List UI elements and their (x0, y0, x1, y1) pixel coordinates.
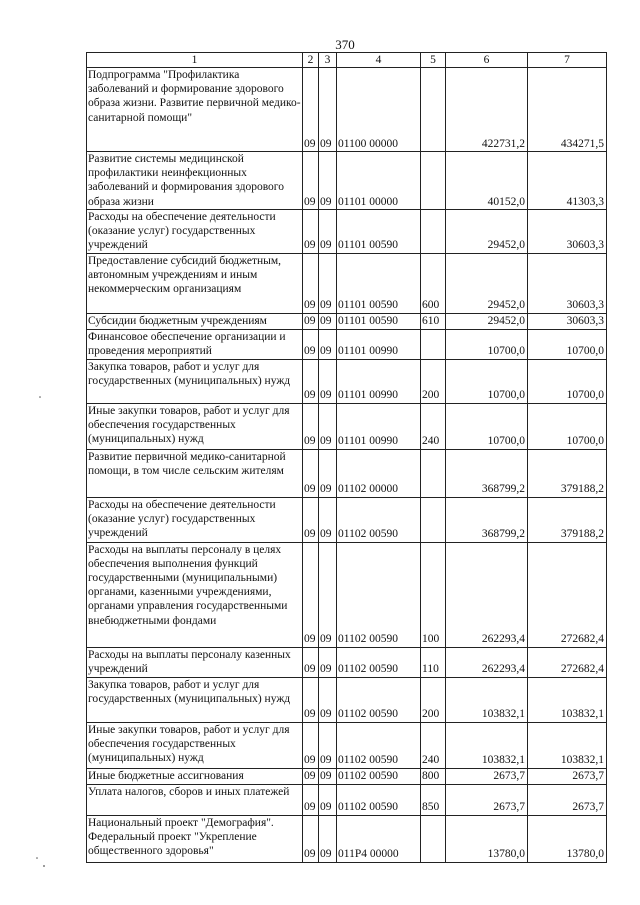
amount-year-1: 103832,1 (446, 722, 528, 768)
subsection-code: 09 (319, 329, 337, 359)
row-label: Закупка товаров, работ и услуг для государственных (муниципальных) нужд (87, 359, 303, 403)
row-label: Развитие системы медицинской профилактики неинфекционных заболеваний и формирования здорового образа жизни (87, 152, 303, 210)
amount-year-2: 30603,3 (528, 253, 607, 313)
amount-year-1: 368799,2 (446, 449, 528, 497)
amount-year-1: 29452,0 (446, 253, 528, 313)
row-label: Субсидии бюджетным учреждениям (87, 313, 303, 329)
expense-type-code: 240 (421, 403, 446, 449)
section-code: 09 (303, 784, 319, 815)
amount-year-2: 103832,1 (528, 677, 607, 722)
amount-year-1: 262293,4 (446, 542, 528, 647)
expense-type-code: 200 (421, 359, 446, 403)
row-label: Иные закупки товаров, работ и услуг для обеспечения государственных (муниципальных) нужд (87, 403, 303, 449)
page-number: 370 (335, 37, 355, 52)
expense-type-code: 240 (421, 722, 446, 768)
target-article-code: 01102 00590 (337, 542, 421, 647)
target-article-code: 01102 00590 (337, 722, 421, 768)
column-header: 2 (303, 53, 319, 68)
expense-type-code: 610 (421, 313, 446, 329)
target-article-code: 01101 00590 (337, 210, 421, 254)
section-code: 09 (303, 313, 319, 329)
section-code: 09 (303, 329, 319, 359)
row-label: Расходы на обеспечение деятельности (оказание услуг) государственных учреждений (87, 210, 303, 254)
amount-year-1: 368799,2 (446, 497, 528, 542)
row-label: Национальный проект "Демография". Федеральный проект "Укрепление общественного здоровья" (87, 815, 303, 862)
subsection-code: 09 (319, 677, 337, 722)
row-label: Иные закупки товаров, работ и услуг для обеспечения государственных (муниципальных) нужд (87, 722, 303, 768)
subsection-code: 09 (319, 542, 337, 647)
target-article-code: 01101 00590 (337, 313, 421, 329)
section-code: 09 (303, 253, 319, 313)
section-code: 09 (303, 68, 319, 152)
section-code: 09 (303, 768, 319, 784)
amount-year-2: 379188,2 (528, 497, 607, 542)
expense-type-code: 800 (421, 768, 446, 784)
subsection-code: 09 (319, 784, 337, 815)
subsection-code: 09 (319, 403, 337, 449)
amount-year-2: 272682,4 (528, 542, 607, 647)
amount-year-2: 2673,7 (528, 784, 607, 815)
target-article-code: 01101 00590 (337, 253, 421, 313)
amount-year-2: 379188,2 (528, 449, 607, 497)
amount-year-2: 13780,0 (528, 815, 607, 862)
target-article-code: 01102 00590 (337, 497, 421, 542)
amount-year-1: 29452,0 (446, 210, 528, 254)
row-label: Развитие первичной медико-санитарной помощи, в том числе сельским жителям (87, 449, 303, 497)
target-article-code: 01102 00590 (337, 784, 421, 815)
amount-year-1: 262293,4 (446, 647, 528, 677)
subsection-code: 09 (319, 210, 337, 254)
row-label: Уплата налогов, сборов и иных платежей (87, 784, 303, 815)
row-label: Закупка товаров, работ и услуг для государственных (муниципальных) нужд (87, 677, 303, 722)
target-article-code: 011P4 00000 (337, 815, 421, 862)
amount-year-1: 2673,7 (446, 768, 528, 784)
section-code: 09 (303, 210, 319, 254)
amount-year-1: 29452,0 (446, 313, 528, 329)
column-header: 6 (446, 53, 528, 68)
row-label: Иные бюджетные ассигнования (87, 768, 303, 784)
target-article-code: 01102 00590 (337, 677, 421, 722)
target-article-code: 01100 00000 (337, 68, 421, 152)
column-header: 7 (528, 53, 607, 68)
amount-year-2: 10700,0 (528, 359, 607, 403)
amount-year-1: 40152,0 (446, 152, 528, 210)
amount-year-2: 41303,3 (528, 152, 607, 210)
target-article-code: 01102 00000 (337, 449, 421, 497)
expense-type-code: 100 (421, 542, 446, 647)
amount-year-2: 2673,7 (528, 768, 607, 784)
subsection-code: 09 (319, 497, 337, 542)
amount-year-2: 103832,1 (528, 722, 607, 768)
section-code: 09 (303, 542, 319, 647)
expense-type-code: 850 (421, 784, 446, 815)
column-header: 5 (421, 53, 446, 68)
section-code: 09 (303, 815, 319, 862)
subsection-code: 09 (319, 359, 337, 403)
amount-year-1: 422731,2 (446, 68, 528, 152)
target-article-code: 01102 00590 (337, 647, 421, 677)
expense-type-code: 110 (421, 647, 446, 677)
amount-year-2: 10700,0 (528, 403, 607, 449)
amount-year-1: 10700,0 (446, 329, 528, 359)
subsection-code: 09 (319, 647, 337, 677)
row-label: Расходы на обеспечение деятельности (оказание услуг) государственных учреждений (87, 497, 303, 542)
target-article-code: 01101 00990 (337, 403, 421, 449)
section-code: 09 (303, 722, 319, 768)
expense-type-code: 200 (421, 677, 446, 722)
amount-year-2: 272682,4 (528, 647, 607, 677)
target-article-code: 01101 00990 (337, 359, 421, 403)
section-code: 09 (303, 449, 319, 497)
section-code: 09 (303, 677, 319, 722)
target-article-code: 01101 00990 (337, 329, 421, 359)
row-label: Подпрограмма "Профилактика заболеваний и формирование здорового образа жизни. Развитие первичной медико-санитарной помощи" (87, 68, 303, 152)
amount-year-2: 10700,0 (528, 329, 607, 359)
subsection-code: 09 (319, 68, 337, 152)
target-article-code: 01101 00000 (337, 152, 421, 210)
section-code: 09 (303, 497, 319, 542)
amount-year-1: 13780,0 (446, 815, 528, 862)
amount-year-2: 30603,3 (528, 210, 607, 254)
subsection-code: 09 (319, 152, 337, 210)
amount-year-1: 103832,1 (446, 677, 528, 722)
subsection-code: 09 (319, 253, 337, 313)
amount-year-1: 10700,0 (446, 359, 528, 403)
subsection-code: 09 (319, 449, 337, 497)
amount-year-1: 2673,7 (446, 784, 528, 815)
section-code: 09 (303, 359, 319, 403)
subsection-code: 09 (319, 768, 337, 784)
subsection-code: 09 (319, 722, 337, 768)
amount-year-2: 30603,3 (528, 313, 607, 329)
expense-type-code: 600 (421, 253, 446, 313)
section-code: 09 (303, 647, 319, 677)
row-label: Финансовое обеспечение организации и проведения мероприятий (87, 329, 303, 359)
row-label: Расходы на выплаты персоналу казенных учреждений (87, 647, 303, 677)
target-article-code: 01102 00590 (337, 768, 421, 784)
amount-year-1: 10700,0 (446, 403, 528, 449)
row-label: Расходы на выплаты персоналу в целях обеспечения выполнения функций государственными (муниципальными) органами, казенными учреждениями, органами управления государственными внебюджетными фондами (87, 542, 303, 647)
section-code: 09 (303, 152, 319, 210)
row-label: Предоставление субсидий бюджетным, автономным учреждениям и иным некоммерческим организациям (87, 253, 303, 313)
subsection-code: 09 (319, 313, 337, 329)
amount-year-2: 434271,5 (528, 68, 607, 152)
column-header: 4 (337, 53, 421, 68)
column-header: 1 (87, 53, 303, 68)
subsection-code: 09 (319, 815, 337, 862)
column-header: 3 (319, 53, 337, 68)
section-code: 09 (303, 403, 319, 449)
